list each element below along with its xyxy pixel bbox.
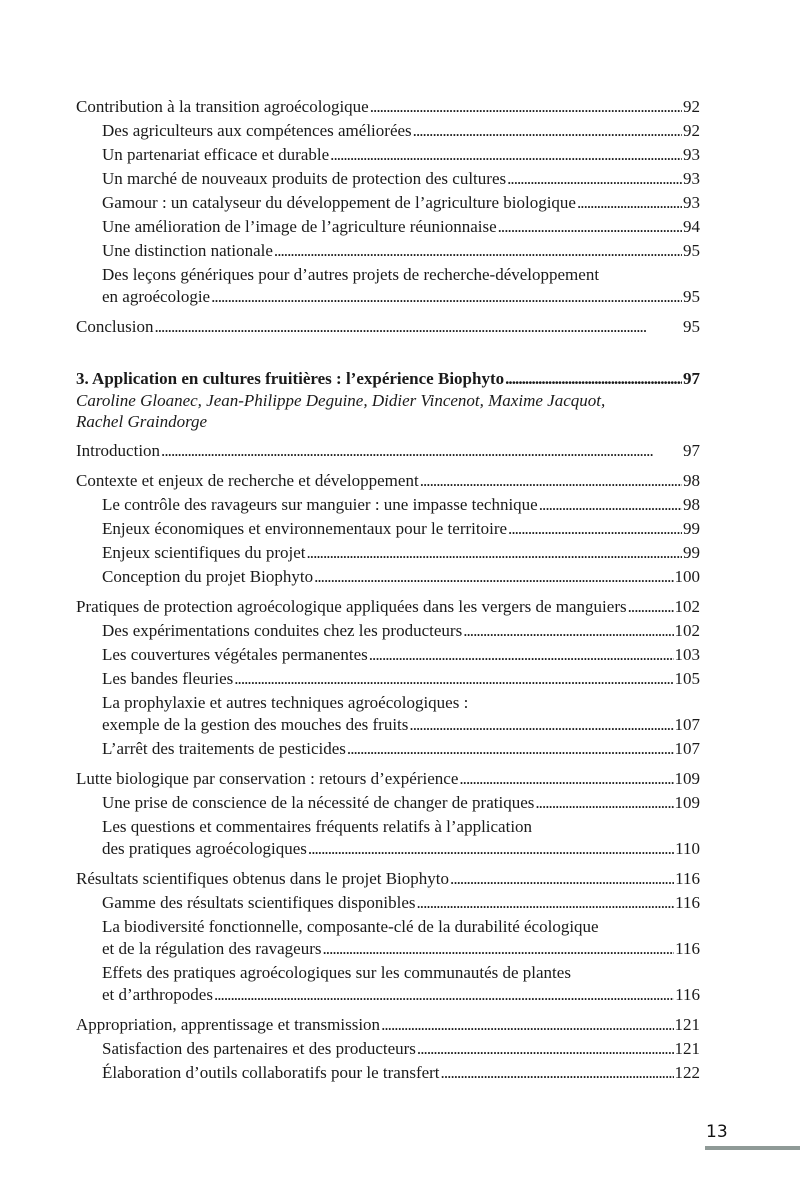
toc-section-entry[interactable] [76, 594, 700, 618]
toc-section [76, 594, 700, 760]
dot-leader [330, 144, 682, 166]
dot-leader [214, 984, 674, 1006]
chapter-group [76, 366, 700, 432]
dot-leader [535, 792, 673, 814]
chapter-title-entry[interactable] [76, 366, 700, 390]
toc-subsection-entry[interactable] [76, 238, 700, 262]
dot-leader [154, 316, 682, 338]
toc-section-entry[interactable] [76, 766, 700, 790]
entry-page-number: 102 [674, 597, 700, 616]
entry-title: Une distinction nationale [102, 241, 273, 260]
toc-subsection-entry[interactable] [76, 914, 700, 960]
toc-section-entry[interactable] [76, 468, 700, 492]
entry-title: Les bandes fleuries [102, 669, 234, 688]
entry-title: et de la régulation des ravageurs [102, 939, 322, 958]
dot-leader [369, 644, 674, 666]
toc-section [76, 1012, 700, 1084]
toc-section-entry[interactable] [76, 438, 700, 462]
toc-subsection-entry[interactable] [76, 1036, 700, 1060]
toc-subsection-entry[interactable] [76, 142, 700, 166]
toc-subsection-entry[interactable] [76, 814, 700, 860]
entry-title: Contexte et enjeux de recherche et développement [76, 471, 419, 490]
footer-rule [705, 1146, 800, 1150]
dot-leader [498, 216, 682, 238]
entry-title: des pratiques agroécologiques [102, 839, 307, 858]
toc-subsection-entry[interactable] [76, 262, 700, 308]
entry-page-number: 95 [683, 287, 700, 306]
dot-leader [409, 714, 673, 736]
chapter-authors: Rachel Graindorge [76, 412, 208, 431]
entry-page-number: 92 [683, 97, 700, 116]
entry-page-number: 95 [683, 317, 700, 336]
dot-leader [234, 668, 673, 690]
entry-page-number: 94 [683, 217, 700, 236]
entry-title-first-line: Effets des pratiques agroécologiques sur les communautés de plantes [102, 963, 571, 982]
toc-subsection-entry[interactable] [76, 492, 700, 516]
entry-title: Résultats scientifiques obtenus dans le projet Biophyto [76, 869, 450, 888]
toc-subsection-entry[interactable] [76, 1060, 700, 1084]
entry-page-number: 102 [674, 621, 700, 640]
entry-page-number: 109 [674, 793, 700, 812]
entry-title: exemple de la gestion des mouches des fruits [102, 715, 409, 734]
entry-page-number: 93 [683, 169, 700, 188]
entry-page-number: 100 [674, 567, 700, 586]
toc-subsection-entry[interactable] [76, 736, 700, 760]
toc-subsection-entry[interactable] [76, 166, 700, 190]
entry-title: Appropriation, apprentissage et transmission [76, 1015, 381, 1034]
toc-subsection-entry[interactable] [76, 516, 700, 540]
entry-title: en agroécologie [102, 287, 211, 306]
dot-leader [308, 838, 674, 860]
entry-title: Conclusion [76, 317, 154, 336]
dot-leader [450, 868, 674, 890]
toc-section [76, 438, 700, 462]
entry-page-number: 93 [683, 193, 700, 212]
entry-title: Des expérimentations conduites chez les producteurs [102, 621, 463, 640]
entry-page-number: 109 [674, 769, 700, 788]
entry-title: Des agriculteurs aux compétences améliorées [102, 121, 412, 140]
dot-leader [508, 518, 682, 540]
entry-page-number: 99 [683, 519, 700, 538]
dot-leader [459, 768, 673, 790]
entry-title: Le contrôle des ravageurs sur manguier : une impasse technique [102, 495, 538, 514]
entry-page-number: 116 [675, 893, 700, 912]
entry-title: Une prise de conscience de la nécessité de changer de pratiques [102, 793, 535, 812]
dot-leader [441, 1062, 674, 1084]
entry-page-number: 95 [683, 241, 700, 260]
dot-leader [577, 192, 682, 214]
entry-title: Enjeux scientifiques du projet [102, 543, 306, 562]
dot-leader [381, 1014, 673, 1036]
toc-subsection-entry[interactable] [76, 890, 700, 914]
chapter-authors: Caroline Gloanec, Jean-Philippe Deguine, Didier Vincenot, Maxime Jacquot, [76, 391, 606, 410]
entry-page-number: 98 [683, 495, 700, 514]
dot-leader [347, 738, 674, 760]
entry-page-number: 110 [675, 839, 700, 858]
entry-title: Un partenariat efficace et durable [102, 145, 330, 164]
dot-leader [161, 440, 682, 462]
entry-title: Conception du projet Biophyto [102, 567, 314, 586]
entry-page-number: 92 [683, 121, 700, 140]
entry-title: et d’arthropodes [102, 985, 213, 1004]
entry-title-first-line: La prophylaxie et autres techniques agroécologiques : [102, 693, 469, 712]
dot-leader [306, 542, 682, 564]
entry-page-number: 122 [674, 1063, 700, 1082]
entry-page-number: 97 [683, 369, 700, 388]
dot-leader [274, 240, 682, 262]
entry-title: Enjeux économiques et environnementaux pour le territoire [102, 519, 508, 538]
entry-page-number: 98 [683, 471, 700, 490]
entry-title: Introduction [76, 441, 161, 460]
entry-title: Élaboration d’outils collaboratifs pour le transfert [102, 1063, 440, 1082]
dot-leader [413, 120, 682, 142]
entry-title: Une amélioration de l’image de l’agriculture réunionnaise [102, 217, 497, 236]
entry-page-number: 107 [674, 715, 700, 734]
entry-title: Lutte biologique par conservation : retours d’expérience [76, 769, 459, 788]
entry-title: Contribution à la transition agroécologique [76, 97, 369, 116]
toc-subsection-entry[interactable] [76, 564, 700, 588]
page-number: 13 [706, 1122, 728, 1142]
dot-leader [323, 938, 675, 960]
entry-title: Satisfaction des partenaires et des producteurs [102, 1039, 416, 1058]
toc-section [76, 468, 700, 588]
dot-leader [505, 368, 682, 390]
dot-leader [539, 494, 682, 516]
toc-subsection-entry[interactable] [76, 118, 700, 142]
toc-subsection-entry[interactable] [76, 666, 700, 690]
toc-subsection-entry[interactable] [76, 190, 700, 214]
entry-page-number: 103 [674, 645, 700, 664]
entry-title: Un marché de nouveaux produits de protection des cultures [102, 169, 507, 188]
entry-title: Gamour : un catalyseur du développement de l’agriculture biologique [102, 193, 576, 212]
toc-subsection-entry[interactable] [76, 642, 700, 666]
entry-page-number: 121 [674, 1039, 700, 1058]
table-of-contents [76, 94, 700, 1084]
dot-leader [211, 286, 682, 308]
toc-section [76, 314, 700, 338]
toc-subsection-entry[interactable] [76, 960, 700, 1006]
entry-page-number: 99 [683, 543, 700, 562]
toc-section-entry[interactable] [76, 866, 700, 890]
dot-leader [628, 596, 674, 618]
toc-section [76, 866, 700, 1006]
entry-page-number: 121 [674, 1015, 700, 1034]
toc-subsection-entry[interactable] [76, 790, 700, 814]
entry-page-number: 116 [675, 869, 700, 888]
dot-leader [417, 1038, 674, 1060]
entry-title-first-line: Les questions et commentaires fréquents relatifs à l’application [102, 817, 533, 836]
toc-section-entry[interactable] [76, 94, 700, 118]
entry-page-number: 93 [683, 145, 700, 164]
entry-title: Pratiques de protection agroécologique appliquées dans les vergers de manguiers [76, 597, 627, 616]
entry-title-first-line: La biodiversité fonctionnelle, composante-clé de la durabilité écologique [102, 917, 599, 936]
dot-leader [507, 168, 682, 190]
entry-title-first-line: Des leçons génériques pour d’autres projets de recherche-développement [102, 265, 600, 284]
entry-page-number: 116 [675, 939, 700, 958]
entry-title: L’arrêt des traitements de pesticides [102, 739, 346, 758]
entry-page-number: 107 [674, 739, 700, 758]
entry-title: Les couvertures végétales permanentes [102, 645, 368, 664]
entry-title: 3. Application en cultures fruitières : l’expérience Biophyto [76, 369, 505, 388]
dot-leader [417, 892, 675, 914]
toc-section [76, 766, 700, 860]
toc-section-entry[interactable] [76, 1012, 700, 1036]
dot-leader [463, 620, 673, 642]
entry-page-number: 116 [675, 985, 700, 1004]
toc-subsection-entry[interactable] [76, 690, 700, 736]
toc-subsection-entry[interactable] [76, 214, 700, 238]
toc-section [76, 94, 700, 308]
toc-subsection-entry[interactable] [76, 618, 700, 642]
toc-section-entry[interactable] [76, 314, 700, 338]
toc-subsection-entry[interactable] [76, 540, 700, 564]
entry-page-number: 97 [683, 441, 700, 460]
entry-page-number: 105 [674, 669, 700, 688]
dot-leader [420, 470, 682, 492]
dot-leader [370, 96, 682, 118]
entry-title: Gamme des résultats scientifiques disponibles [102, 893, 416, 912]
dot-leader [314, 566, 673, 588]
